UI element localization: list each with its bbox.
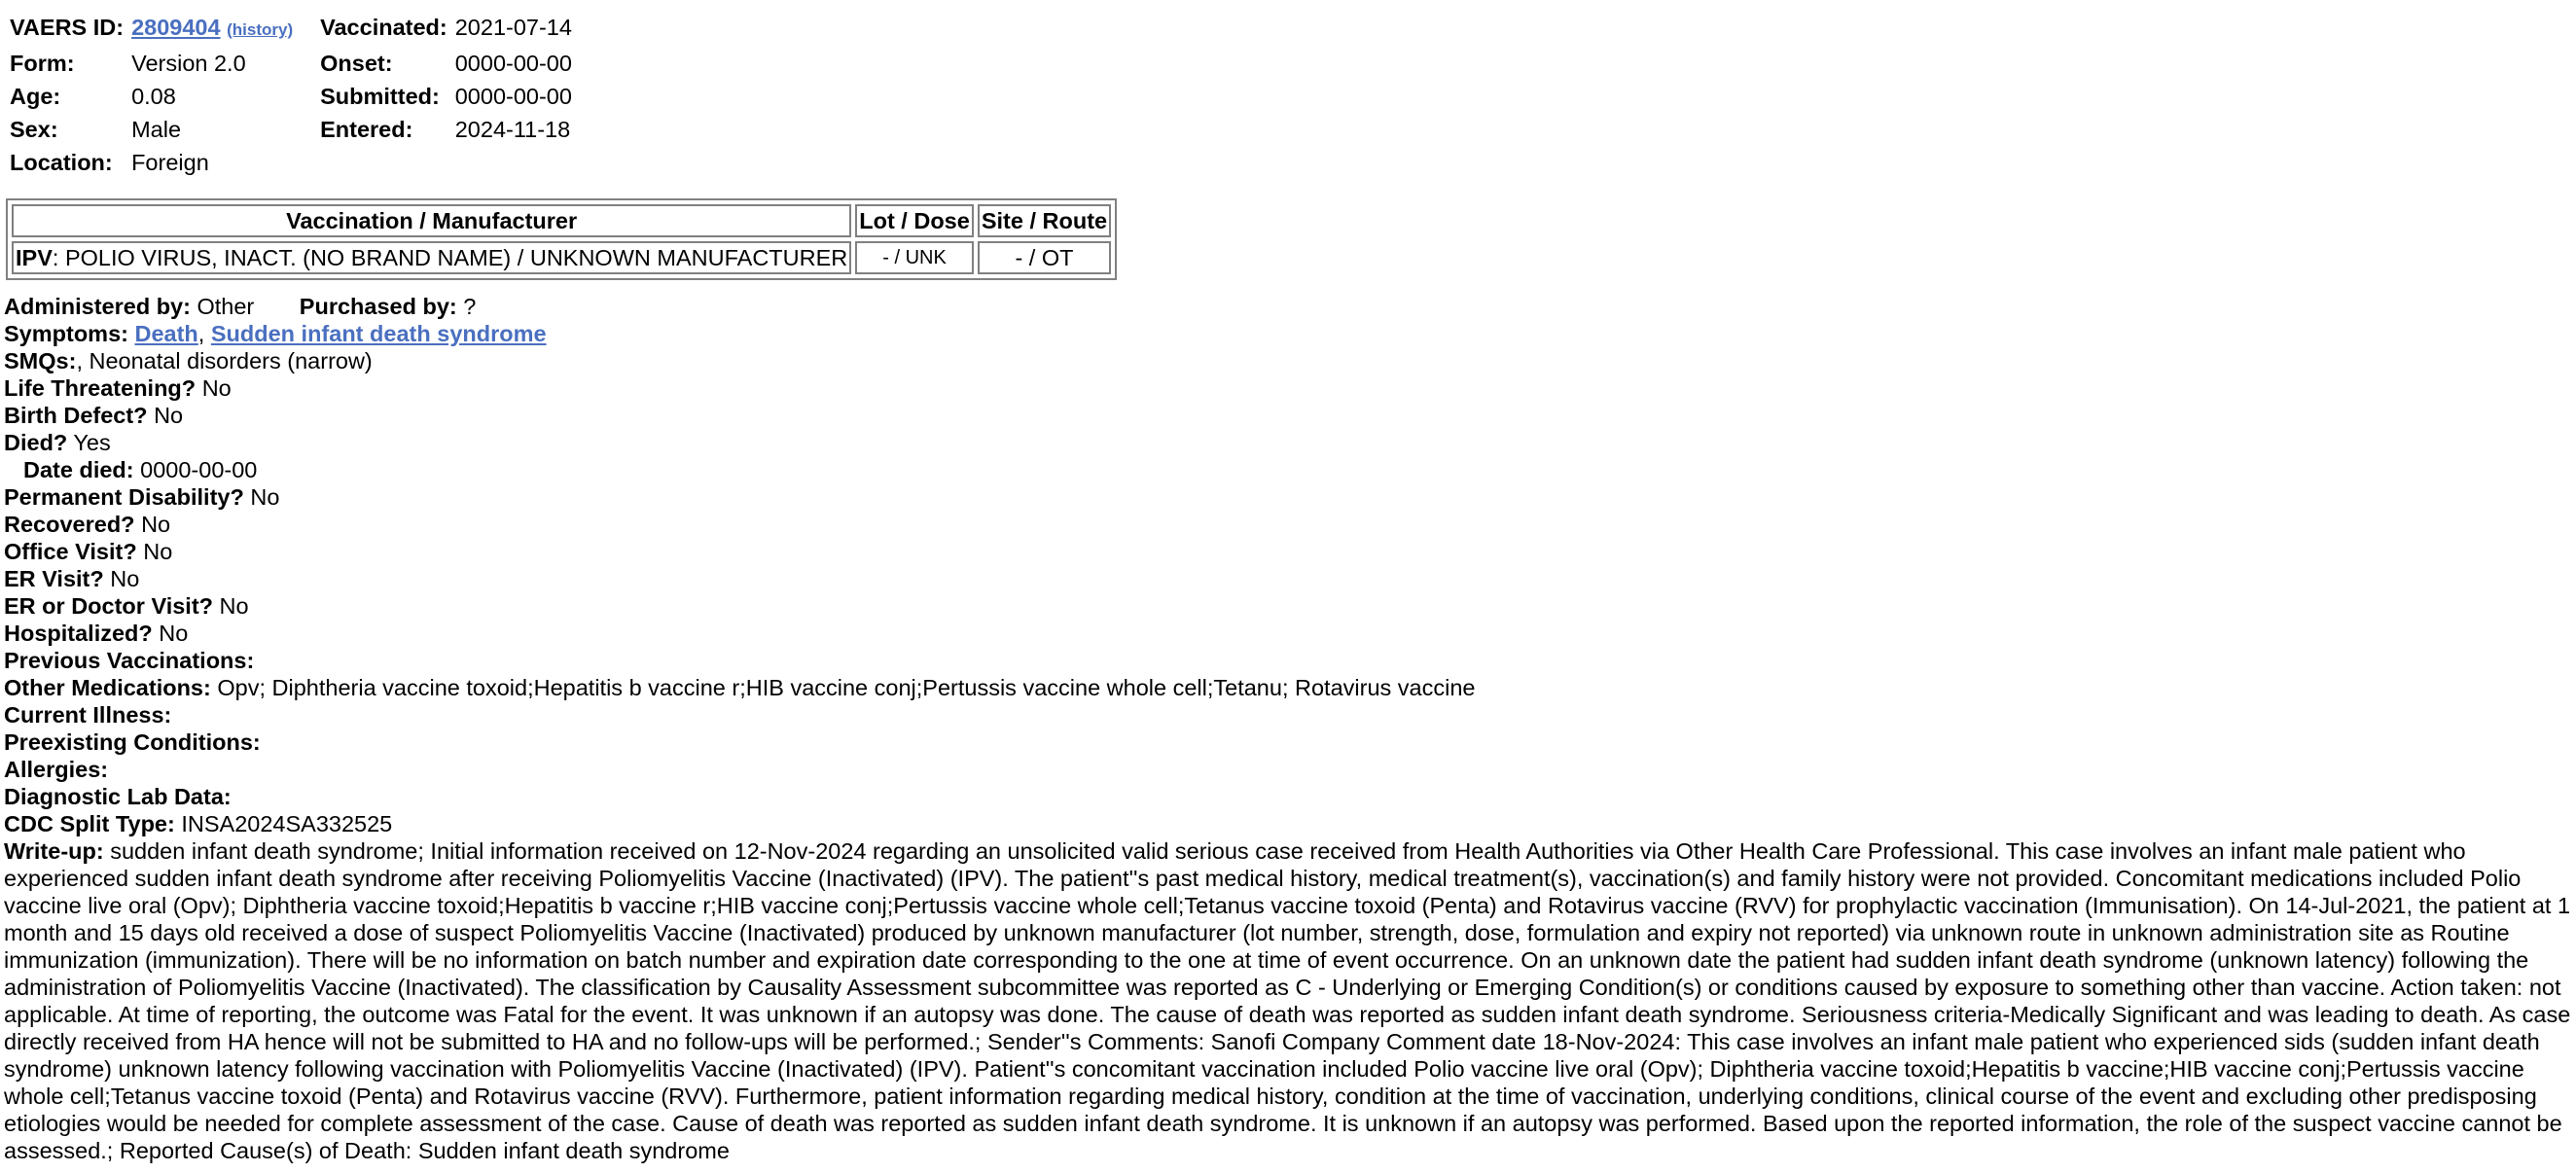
office-visit-value: No: [143, 539, 173, 564]
report-details: [4, 293, 2572, 1164]
table-row: [12, 241, 1111, 274]
died-value: Yes: [73, 430, 111, 455]
vaers-id-link[interactable]: 2809404: [131, 15, 221, 40]
symptoms-label: Symptoms:: [4, 321, 128, 346]
date-died-row: [4, 456, 2572, 483]
life-threatening-value: No: [201, 375, 232, 401]
er-visit-value: No: [110, 566, 140, 591]
entered-value: 2024-11-18: [454, 117, 571, 142]
date-died-label: Date died:: [23, 457, 134, 482]
age-label: Age:: [10, 84, 61, 109]
administered-by-value: Other: [197, 294, 255, 319]
vaccination-manufacturer-header: Vaccination / Manufacturer: [12, 204, 851, 237]
writeup-text: sudden infant death syndrome; Initial information received on 12-Nov-2024 regarding an unsolicited valid serious case received from Health Authorities via Other Health Care Professional. This case involves an infant male patient who experienced sudden infant death syndrome after receiving Poliomyelitis Vaccine (Inactivated) (IPV). The patient''s past medical history, medical treatment(s), vaccination(s) and family history were not provided. Concomitant medications included Polio vaccine live oral (Opv); Diphtheria vaccine toxoid;Hepatitis b vaccine r;HIB vaccine conj;Pertussis vaccine whole cell;Tetanus vaccine toxoid (Penta) and Rotavirus vaccine (RVV) for prophylactic vaccination (Immunisation). On 14-Jul-2021, the patient at 1 month and 15 days old received a dose of suspect Poliomyelitis Vaccine (Inactivated) produced by unknown manufacturer (lot number, strength, dose, formulation and expiry not reported) via unknown route in unknown administration site as Routine immunization (immunization). There will be no information on batch number and expiration date corresponding to the one at time of event occurrence. On an unknown date the patient had sudden infant death syndrome (unknown latency) following the administration of Poliomyelitis Vaccine (Inactivated). The classification by Causality Assessment subcommittee was reported as C - Underlying or Emerging Condition(s) or conditions caused by exposure to something other than vaccine. Action taken: not applicable. At time of reporting, the outcome was Fatal for the event. It was unknown if an autopsy was done. The cause of death was reported as sudden infant death syndrome. Seriousness criteria-Medically Significant and was leading to death. As case directly received from HA hence will not be submitted to HA and no follow-ups will be performed.; Sender''s Comments: Sanofi Company Comment date 18-Nov-2024: This case involves an infant male patient who experienced sids (sudden infant death syndrome) unknown latency following vaccination with Poliomyelitis Vaccine (Inactivated) (IPV). Patient''s concomitant vaccination included Polio vaccine live oral (Opv); Diphtheria vaccine toxoid;Hepatitis b vaccine;HIB vaccine conj;Pertussis vaccine whole cell;Tetanus vaccine toxoid (Penta) and Rotavirus vaccine (RVV). Furthermore, patient information regarding medical history, condition at the time of vaccination, underlying conditions, clinical course of the event and excluding other predisposing etiologies would be needed for complete assessment of the case. Cause of death was reported as sudden infant death syndrome. It is unknown if an autopsy was performed. Based upon the reported information, the role of the suspect vaccine cannot be assessed.; Reported Cause(s) of Death: Sudden infant death syndrome: [4, 838, 2571, 1163]
permanent-disability-label: Permanent Disability?: [4, 484, 244, 510]
died-label: Died?: [4, 430, 68, 455]
symptoms-row: [4, 320, 2572, 347]
diagnostic-lab-data-row: [4, 783, 2572, 810]
lot-dose-cell: - / UNK: [855, 241, 974, 274]
report-info-table: [6, 14, 595, 182]
birth-defect-row: [4, 402, 2572, 429]
site-route-header: Site / Route: [978, 204, 1111, 237]
form-value: Version 2.0: [131, 51, 246, 76]
onset-value: 0000-00-00: [454, 51, 572, 76]
purchased-by-label: Purchased by:: [299, 294, 457, 319]
preexisting-conditions-row: [4, 729, 2572, 756]
smqs-row: [4, 347, 2572, 374]
er-doctor-visit-row: [4, 592, 2572, 620]
other-medications-label: Other Medications:: [4, 675, 211, 700]
vaers-id-label: VAERS ID:: [10, 15, 125, 40]
hospitalized-row: [4, 620, 2572, 647]
cdc-split-type-value: INSA2024SA332525: [181, 811, 393, 836]
recovered-value: No: [141, 512, 171, 537]
diagnostic-lab-data-label: Diagnostic Lab Data:: [4, 784, 232, 809]
previous-vaccinations-label: Previous Vaccinations:: [4, 648, 255, 673]
symptom-link-death[interactable]: Death: [134, 321, 198, 346]
birth-defect-value: No: [154, 403, 184, 428]
submitted-label: Submitted:: [320, 84, 440, 109]
life-threatening-label: Life Threatening?: [4, 375, 197, 401]
other-medications-value: Opv; Diphtheria vaccine toxoid;Hepatitis b vaccine r;HIB vaccine conj;Pertussis vaccine whole cell;Tetanu; Rotavirus vaccine: [217, 675, 1476, 700]
allergies-label: Allergies:: [4, 757, 109, 782]
current-illness-row: [4, 701, 2572, 729]
smqs-value: , Neonatal disorders (narrow): [76, 348, 373, 373]
vaccine-cell: [12, 241, 851, 274]
submitted-value: 0000-00-00: [454, 84, 572, 109]
office-visit-label: Office Visit?: [4, 539, 137, 564]
birth-defect-label: Birth Defect?: [4, 403, 148, 428]
recovered-label: Recovered?: [4, 512, 135, 537]
symptoms-separator: ,: [197, 321, 211, 346]
er-doctor-visit-value: No: [219, 593, 249, 619]
preexisting-conditions-label: Preexisting Conditions:: [4, 729, 261, 755]
vaccine-code: IPV: [16, 245, 53, 270]
permanent-disability-row: [4, 483, 2572, 511]
previous-vaccinations-row: [4, 647, 2572, 674]
er-doctor-visit-label: ER or Doctor Visit?: [4, 593, 214, 619]
hospitalized-label: Hospitalized?: [4, 621, 153, 646]
permanent-disability-value: No: [250, 484, 280, 510]
sex-value: Male: [131, 117, 182, 142]
allergies-row: [4, 756, 2572, 783]
cdc-split-type-row: [4, 810, 2572, 837]
administered-purchased-row: [4, 293, 2572, 320]
location-value: Foreign: [131, 150, 209, 175]
died-row: [4, 429, 2572, 456]
writeup-block: [4, 837, 2572, 1164]
sex-label: Sex:: [10, 117, 58, 142]
vaccine-table: [6, 198, 1117, 280]
site-route-cell: - / OT: [978, 241, 1111, 274]
recovered-row: [4, 511, 2572, 538]
smqs-label: SMQs:: [4, 348, 77, 373]
writeup-label: Write-up:: [4, 838, 104, 864]
vaccine-description: : POLIO VIRUS, INACT. (NO BRAND NAME) / UNKNOWN MANUFACTURER: [52, 245, 848, 270]
vaccinated-label: Vaccinated:: [320, 15, 447, 40]
history-link[interactable]: (history): [227, 20, 294, 39]
symptom-link-sids[interactable]: Sudden infant death syndrome: [210, 321, 547, 346]
hospitalized-value: No: [159, 621, 189, 646]
date-died-value: 0000-00-00: [140, 457, 258, 482]
age-value: 0.08: [131, 84, 176, 109]
other-medications-row: [4, 674, 2572, 701]
purchased-by-value: ?: [463, 294, 477, 319]
life-threatening-row: [4, 374, 2572, 402]
office-visit-row: [4, 538, 2572, 565]
location-label: Location:: [10, 150, 113, 175]
entered-label: Entered:: [320, 117, 413, 142]
er-visit-row: [4, 565, 2572, 592]
administered-by-label: Administered by:: [4, 294, 191, 319]
er-visit-label: ER Visit?: [4, 566, 104, 591]
form-label: Form:: [10, 51, 75, 76]
onset-label: Onset:: [320, 51, 393, 76]
lot-dose-header: Lot / Dose: [855, 204, 974, 237]
cdc-split-type-label: CDC Split Type:: [4, 811, 175, 836]
current-illness-label: Current Illness:: [4, 702, 172, 728]
vaccinated-value: 2021-07-14: [454, 15, 572, 40]
